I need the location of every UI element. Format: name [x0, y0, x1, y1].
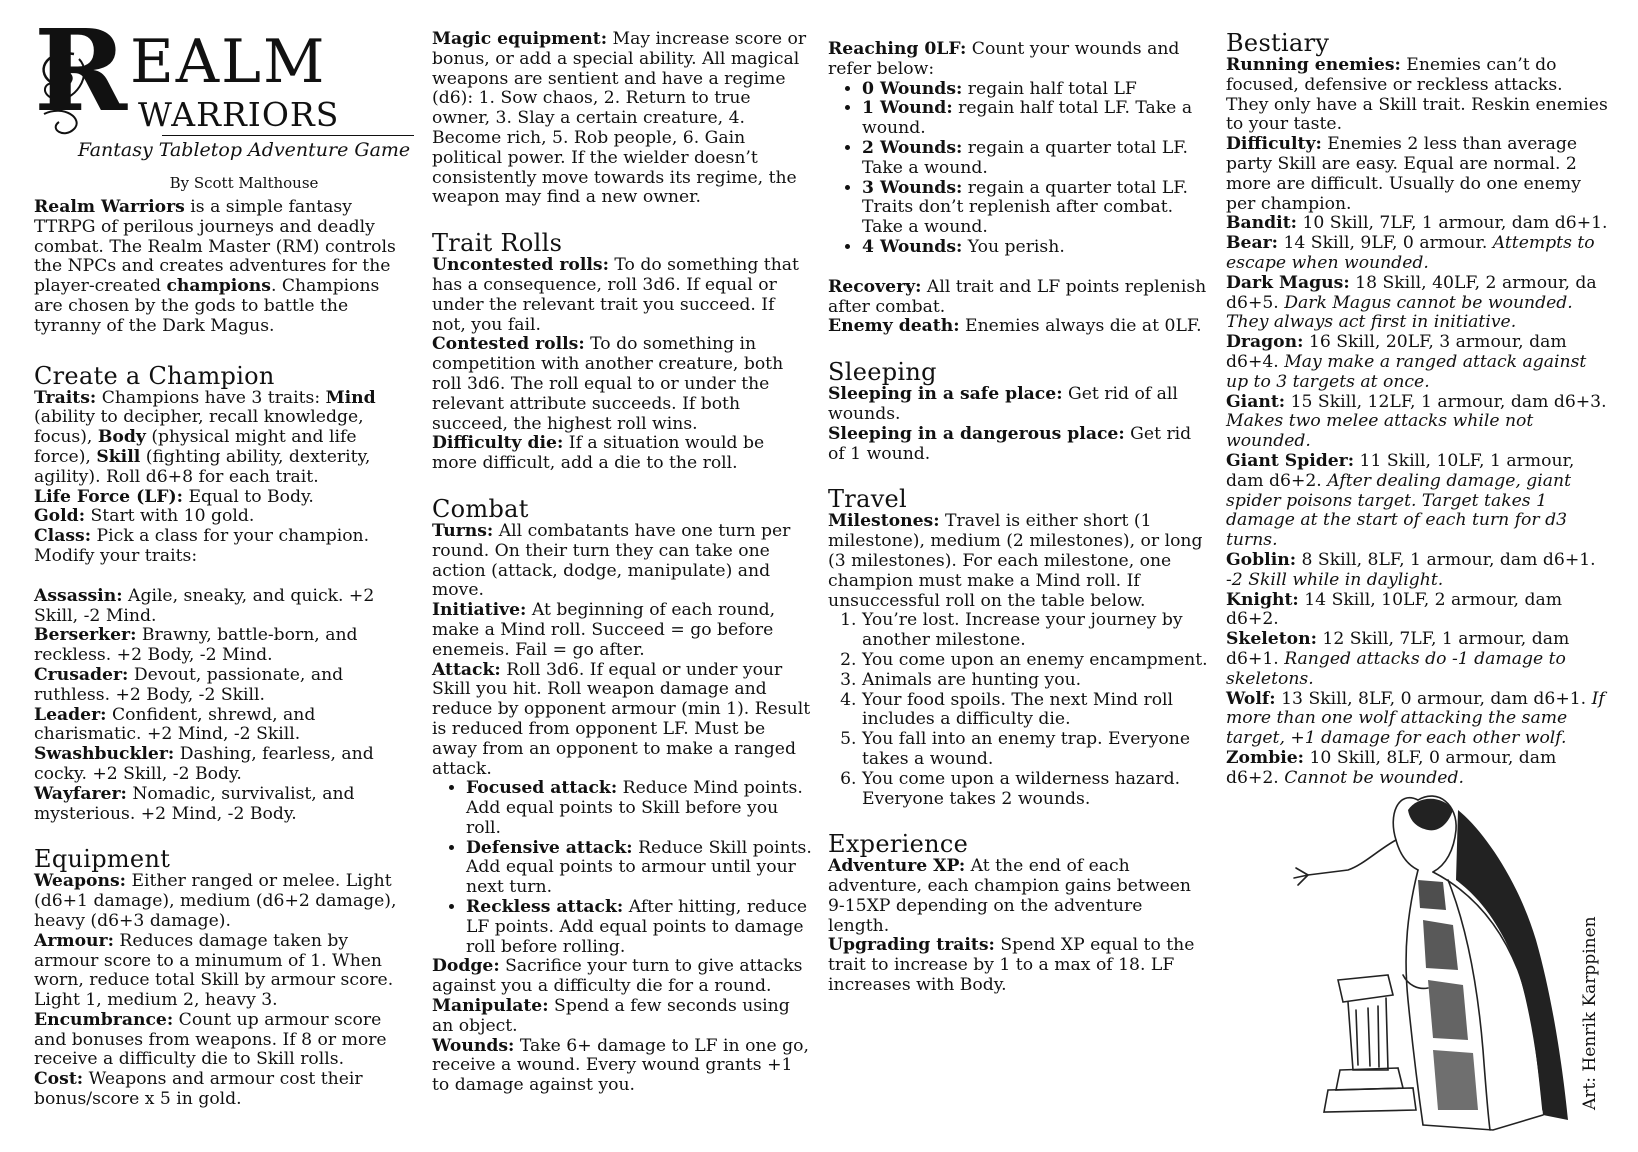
- monster-entry: Knight: 14 Skill, 10LF, 2 armour, dam d6+2.: [1226, 589, 1563, 630]
- combat-reaching-zero: Reaching 0LF: Count your wounds and refer below:: [828, 39, 1180, 79]
- sleeping-rule: Sleeping in a dangerous place: Get rid of 1 wound.: [828, 423, 1192, 464]
- column-3: [828, 40, 1208, 996]
- list-item: 1. You’re lost. Increase your journey by another milestone.: [862, 611, 1208, 651]
- heading-experience: Experience: [828, 830, 969, 859]
- trait-roll-rule: Contested rolls: To do something in competition with another creature, both roll 3d6. The roll equal to or under the relevant attribute succeeds. If both succeed, the highest roll wins.: [432, 334, 784, 434]
- class-entry: Swashbuckler: Dashing, fearless, and cocky. +2 Skill, -2 Body.: [34, 744, 374, 784]
- list-item: • 1 Wound: regain half total LF. Take a wound.: [862, 99, 1208, 139]
- trait-roll-rule: Uncontested rolls: To do something that has a consequence, roll 3d6. If equal or under the relevant trait you succeed. If not, you fail.: [432, 255, 799, 335]
- intro-paragraph: Realm Warriors is a simple fantasy TTRPG of perilous journeys and deadly combat. The Realm Master (RM) controls the NPCs and creates adventures for the player-created champions. Champions are chosen by the gods to battle the tyranny of the Dark Magus.: [34, 197, 396, 336]
- dark-magus-illustration: [1268, 770, 1598, 1140]
- travel-table: [828, 611, 1208, 809]
- list-item: 6. You come upon a wilderness hazard. Everyone takes 2 wounds.: [862, 770, 1208, 810]
- game-logo: [34, 6, 411, 198]
- experience-rule: Upgrading traits: Spend XP equal to the trait to increase by 1 to a max of 18. LF increases with Body.: [828, 935, 1195, 996]
- list-item: 3. Animals are hunting you.: [862, 671, 1208, 691]
- monster-entry: Bandit: 10 Skill, 7LF, 1 armour, dam d6+1.: [1226, 213, 1608, 234]
- monster-entry: Dragon: 16 Skill, 20LF, 3 armour, dam d6+4. May make a ranged attack against up to 3 targets at once.: [1226, 332, 1587, 392]
- combat-recovery: Recovery: All trait and LF points replenish after combat.: [828, 276, 1207, 317]
- gold-rule: Gold: Start with 10 gold.: [34, 506, 255, 527]
- monster-entry: Goblin: 8 Skill, 8LF, 1 armour, dam d6+1. -2 Skill while in daylight.: [1226, 549, 1596, 590]
- class-entry: Berserker: Brawny, battle-born, and reckless. +2 Body, -2 Mind.: [34, 625, 358, 666]
- class-entry: Crusader: Devout, passionate, and ruthless. +2 Body, -2 Skill.: [34, 664, 344, 705]
- class-entry: Wayfarer: Nomadic, survivalist, and mysterious. +2 Mind, -2 Body.: [34, 783, 355, 824]
- equipment-rule: Encumbrance: Count up armour score and bonuses from weapons. If 8 or more receive a difficulty die to Skill rolls.: [34, 1009, 387, 1070]
- class-entry: Leader: Confident, shrewd, and charismatic. +2 Mind, -2 Skill.: [34, 704, 316, 745]
- equipment-rule: Cost: Weapons and armour cost their bonus/score x 5 in gold.: [34, 1069, 363, 1110]
- monster-entry: Wolf: 13 Skill, 8LF, 0 armour, dam d6+1. If more than one wolf attacking the same target, +1 damage for each other wolf.: [1226, 688, 1605, 749]
- list-item: 4. Your food spoils. The next Mind roll includes a difficulty die.: [862, 691, 1208, 731]
- class-rule: Class: Pick a class for your champion. Modify your traits:: [34, 526, 370, 566]
- column-4: [1226, 30, 1608, 788]
- list-item: 5. You fall into an enemy trap. Everyone takes a wound.: [862, 730, 1208, 770]
- list-item: • 0 Wounds: regain half total LF: [862, 80, 1208, 100]
- combat-manipulate: Manipulate: Spend a few seconds using an object.: [432, 996, 790, 1036]
- equipment-rule: Magic equipment: May increase score or bonus, or add a special ability. All magical weapons are sentient and have a regime (d6): 1. Sow chaos, 2. Return to true owner, 3. Slay a certain creature, 4. Become rich, 5. Rob people, 6. Gain political power. If the wielder doesn’t consistently move towards its regime, the weapon may find a new owner.: [432, 29, 807, 208]
- sleeping-rule: Sleeping in a safe place: Get rid of all wounds.: [828, 384, 1178, 424]
- monster-entry: Zombie: 10 Skill, 8LF, 0 armour, dam d6+2. Cannot be wounded.: [1226, 747, 1557, 788]
- experience-rule: Adventure XP: At the end of each adventure, each champion gains between 9-15XP depending on the adventure length.: [828, 856, 1191, 936]
- heading-bestiary: Bestiary: [1226, 29, 1330, 57]
- trait-roll-rule: Difficulty die: If a situation would be more difficult, add a die to the roll.: [432, 433, 765, 474]
- logo-word-warriors: WARRIORS: [138, 95, 340, 134]
- heading-trait-rolls: Trait Rolls: [432, 229, 563, 258]
- traits-rule: Traits: Champions have 3 traits: Mind (ability to decipher, recall knowledge, focus), Body (physical might and life force), Skill (fighting ability, dexterity, agility). Roll d6+8 for each trait.: [34, 387, 376, 487]
- combat-initiative: Initiative: At beginning of each round, make a Mind roll. Succeed = go before enemeis. Fail = go after.: [432, 600, 776, 660]
- combat-wounds: Wounds: Take 6+ damage to LF in one go, receive a wound. Every wound grants +1 to damage against you.: [432, 1035, 809, 1096]
- heading-combat: Combat: [432, 494, 529, 523]
- combat-dodge: Dodge: Sacrifice your turn to give attacks against you a difficulty die for a round.: [432, 956, 803, 997]
- list-item: • 3 Wounds: regain a quarter total LF. Traits don’t replenish after combat. Take a wound.: [862, 179, 1208, 238]
- wound-table: [828, 80, 1208, 258]
- list-item: • 4 Wounds: You perish.: [862, 238, 1208, 258]
- attack-types-list: [432, 779, 812, 957]
- logo-subtitle: Fantasy Tabletop Adventure Game: [77, 139, 411, 161]
- lf-rule: Life Force (LF): Equal to Body.: [34, 486, 314, 507]
- list-item: • Focused attack: Reduce Mind points. Add equal points to Skill before you roll.: [466, 779, 812, 838]
- class-entry: Assassin: Agile, sneaky, and quick. +2 Skill, -2 Mind.: [34, 585, 375, 626]
- bestiary-rule: Running enemies: Enemies can’t do focused, defensive or reckless attacks. They only have a Skill trait. Reskin enemies to your taste.: [1226, 55, 1608, 135]
- heading-sleeping: Sleeping: [828, 358, 937, 387]
- heading-travel: Travel: [828, 485, 908, 514]
- art-credit: Art: Henrik Karppinen: [1580, 916, 1600, 1110]
- column-1: [34, 6, 411, 1110]
- logo-word-realm: EALM: [130, 27, 327, 97]
- heading-equipment: Equipment: [34, 845, 171, 874]
- list-item: • 2 Wounds: regain a quarter total LF. Take a wound.: [862, 139, 1208, 179]
- heading-create-champion: Create a Champion: [34, 361, 275, 390]
- travel-milestones: Milestones: Travel is either short (1 milestone), medium (2 milestones), or long (3 milestones). For each milestone, one champion must make a Mind roll. If unsuccessful roll on the table below.: [828, 511, 1203, 611]
- monster-entry: Dark Magus: 18 Skill, 40LF, 2 armour, da d6+5. Dark Magus cannot be wounded. They always act first in initiative.: [1226, 272, 1597, 333]
- list-item: 2. You come upon an enemy encampment.: [862, 651, 1208, 671]
- combat-enemy-death: Enemy death: Enemies always die at 0LF.: [828, 316, 1202, 337]
- list-item: • Defensive attack: Reduce Skill points. Add equal points to armour until your next turn.: [466, 839, 812, 898]
- byline: By Scott Malthouse: [169, 174, 319, 192]
- list-item: • Reckless attack: After hitting, reduce LF points. Add equal points to damage roll before rolling.: [466, 898, 812, 957]
- equipment-rule: Weapons: Either ranged or melee. Light (d6+1 damage), medium (d6+2 damage), heavy (d6+3 damage).: [34, 871, 397, 931]
- logo-initial: R: [34, 6, 128, 137]
- equipment-rule: Armour: Reduces damage taken by armour score to a minumum of 1. When worn, reduce total Skill by armour score. Light 1, medium 2, heavy 3.: [34, 930, 394, 1011]
- combat-turns: Turns: All combatants have one turn per round. On their turn they can take one action (attack, dodge, manipulate) and move.: [432, 520, 791, 601]
- monster-entry: Giant: 15 Skill, 12LF, 1 armour, dam d6+3. Makes two melee attacks while not wounded.: [1226, 391, 1607, 452]
- logo-rule: [162, 135, 414, 136]
- column-2: [432, 30, 812, 1096]
- monster-entry: Skeleton: 12 Skill, 7LF, 1 armour, dam d6+1. Ranged attacks do -1 damage to skeletons.: [1226, 629, 1570, 689]
- monster-entry: Giant Spider: 11 Skill, 10LF, 1 armour, dam d6+2. After dealing damage, giant spider poisons target. Target takes 1 damage at the start of each turn for d3 turns.: [1226, 450, 1575, 551]
- bestiary-rule: Difficulty: Enemies 2 less than average party Skill are easy. Equal are normal. 2 more are difficult. Usually do one enemy per champion.: [1226, 134, 1581, 214]
- monster-entry: Bear: 14 Skill, 9LF, 0 armour. Attempts to escape when wounded.: [1226, 233, 1595, 273]
- combat-attack: Attack: Roll 3d6. If equal or under your Skill you hit. Roll weapon damage and reduce by opponent armour (min 1). Result is reduced from opponent LF. Must be away from an opponent to make a ranged attack.: [432, 659, 811, 779]
